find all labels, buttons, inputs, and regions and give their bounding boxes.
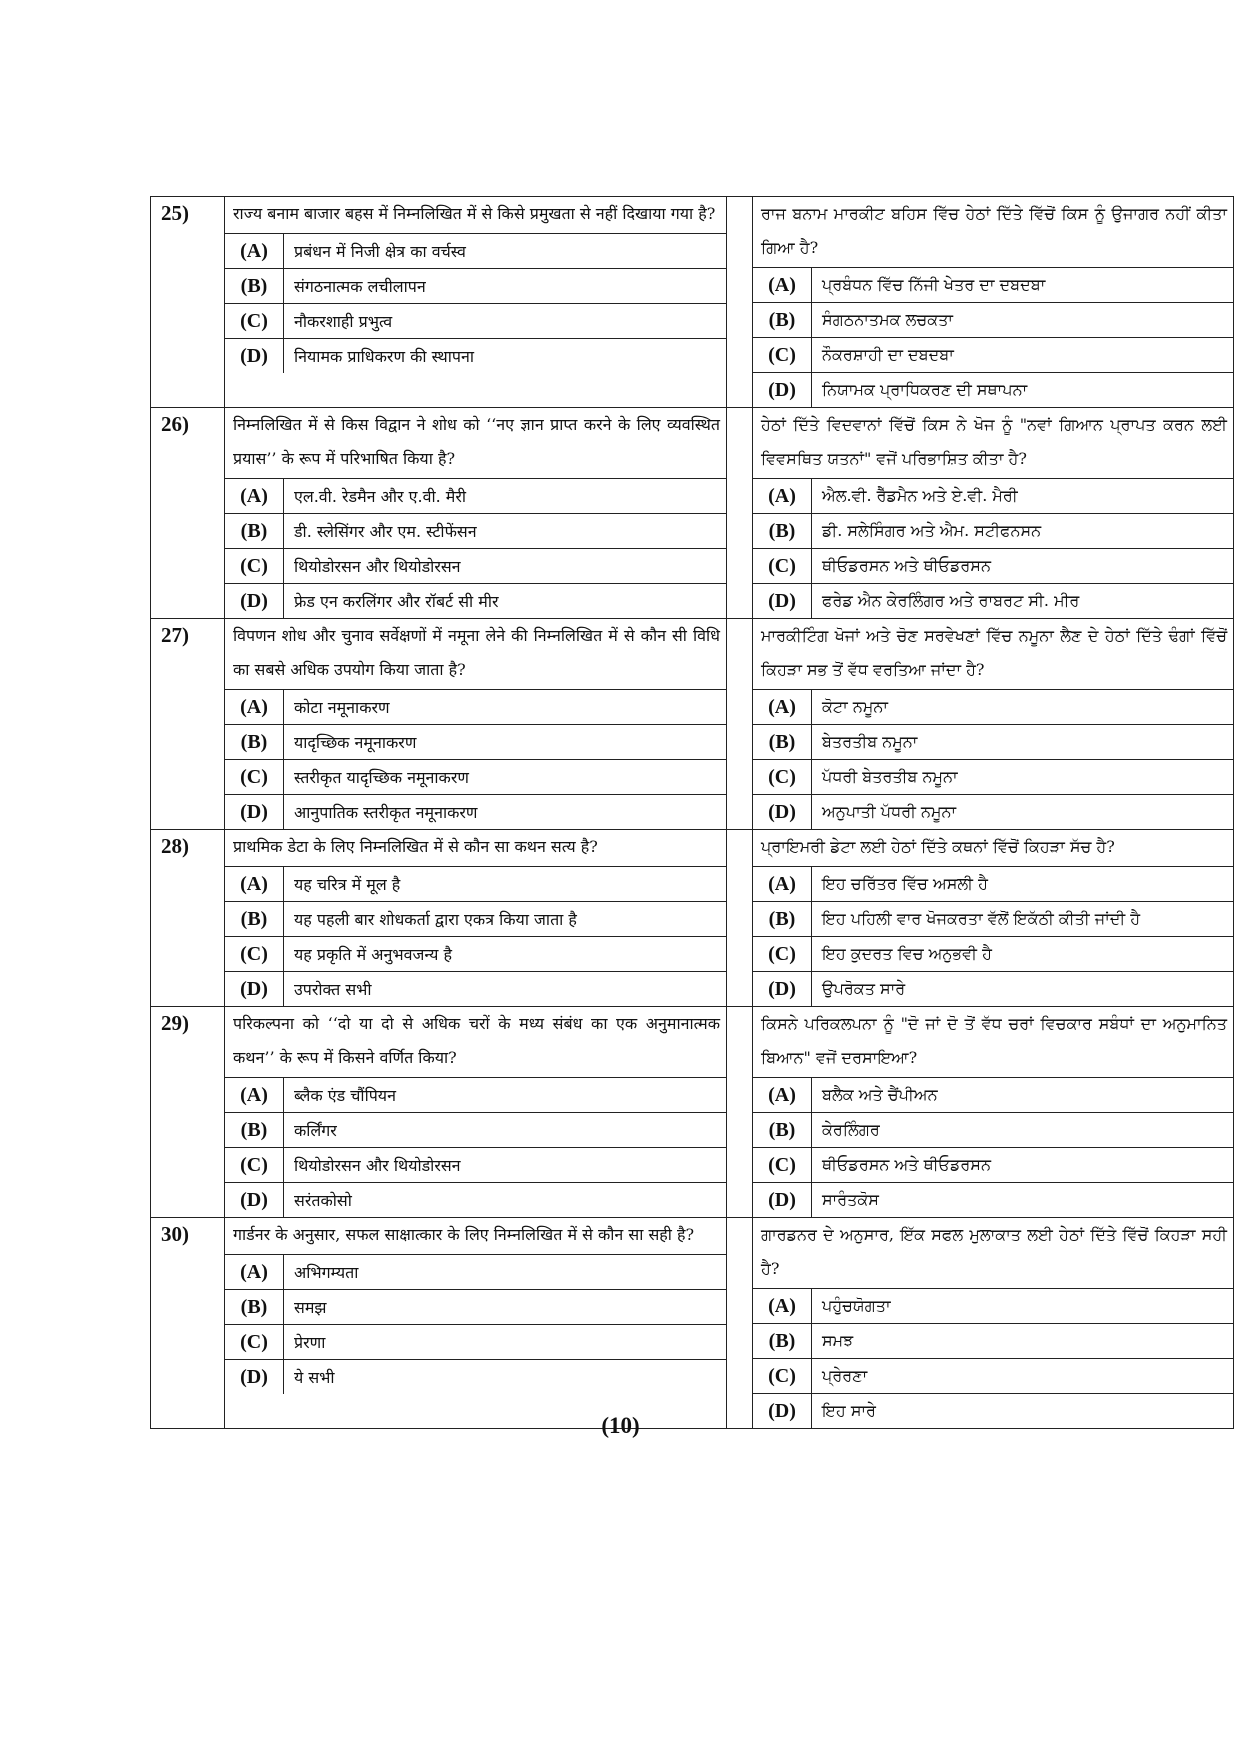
hindi-question-cell [225,1218,727,1429]
question-row [151,197,1234,408]
option-text: ਕੇਰਲਿੰਗਰ [812,1113,1234,1148]
option-label: (B) [753,1113,812,1148]
option-text: ਸੰਗਠਨਾਤਮਕ ਲਚਕਤਾ [812,303,1234,338]
option-row [753,1289,1233,1324]
option-row [753,373,1233,408]
option-label: (D) [753,373,812,408]
punjabi-options-table [753,866,1233,1006]
option-row [225,902,726,937]
option-text: ਥੀਓਡਰਸਨ ਅਤੇ ਥੀਓਡਰਸਨ [812,1148,1234,1183]
option-text: नियामक प्राधिकरण की स्थापना [284,339,727,374]
option-text: समझ [284,1290,727,1325]
option-text: ਉਪਰੋਕਤ ਸਾਰੇ [812,972,1234,1007]
option-label: (D) [225,1360,284,1395]
punjabi-question-cell [753,619,1234,830]
option-text: यह पहली बार शोधकर्ता द्वारा एकत्र किया जाता है [284,902,727,937]
option-row [225,479,726,514]
option-label: (D) [225,1183,284,1218]
option-label: (C) [753,1148,812,1183]
option-text: यह प्रकृति में अनुभवजन्य है [284,937,727,972]
option-label: (C) [753,338,812,373]
option-text: ਇਹ ਕੁਦਰਤ ਵਿਚ ਅਨੁਭਵੀ ਹੈ [812,937,1234,972]
option-row [225,584,726,619]
option-row [225,867,726,902]
punjabi-options-table [753,689,1233,829]
option-label: (B) [225,269,284,304]
option-text: ਪ੍ਰੇਰਣਾ [812,1359,1234,1394]
option-row [753,725,1233,760]
hindi-question-cell [225,408,727,619]
hindi-options-table [225,866,726,1006]
hindi-question-cell [225,1007,727,1218]
option-text: ਸਮਝ [812,1324,1234,1359]
option-row [225,339,726,374]
hindi-question-text: विपणन शोध और चुनाव सर्वेक्षणों में नमूना लेने की निम्नलिखित में से कौन सी विधि का सबसे अधिक उपयोग किया जाता है? [233,626,720,679]
option-row [753,1324,1233,1359]
page-number: (10) [601,1413,640,1438]
option-label: (C) [753,1359,812,1394]
hindi-question-text: परिकल्पना को ‘‘दो या दो से अधिक चरों के मध्य संबंध का एक अनुमानात्मक कथन’’ के रूप में किसने वर्णित किया? [233,1014,720,1067]
option-label: (C) [225,304,284,339]
option-row [225,1078,726,1113]
option-label: (D) [753,1183,812,1218]
option-label: (C) [225,1148,284,1183]
option-label: (A) [753,1078,812,1113]
option-text: प्रेरणा [284,1325,727,1360]
option-row [753,1078,1233,1113]
option-label: (B) [225,1113,284,1148]
option-row [753,972,1233,1007]
option-text: ਪਹੁੰਚਯੋਗਤਾ [812,1289,1234,1324]
option-label: (D) [225,584,284,619]
option-text: प्रबंधन में निजी क्षेत्र का वर्चस्व [284,234,727,269]
hindi-options-table [225,233,726,373]
option-label: (B) [753,1324,812,1359]
option-row [753,1148,1233,1183]
option-text: ਪ੍ਰਬੰਧਨ ਵਿੱਚ ਨਿੱਜੀ ਖੇਤਰ ਦਾ ਦਬਦਬਾ [812,268,1234,303]
column-gap [727,1007,753,1218]
question-table-body [151,197,1234,1429]
question-row [151,1007,1234,1218]
question-sheet [150,196,1233,1429]
option-row [225,514,726,549]
option-row [225,1290,726,1325]
question-number: 25) [151,197,225,408]
option-row [225,304,726,339]
option-text: ਐਲ.ਵੀ. ਰੈੱਡਮੈਨ ਅਤੇ ਏ.ਵੀ. ਮੈਰੀ [812,479,1234,514]
option-label: (A) [753,1289,812,1324]
option-row [225,760,726,795]
option-row [753,584,1233,619]
option-label: (B) [753,514,812,549]
option-label: (B) [225,902,284,937]
option-text: ਨਿਯਾਮਕ ਪ੍ਰਾਧਿਕਰਣ ਦੀ ਸਥਾਪਨਾ [812,373,1234,408]
option-label: (C) [225,549,284,584]
hindi-options-table [225,1077,726,1217]
option-label: (B) [753,725,812,760]
option-text: थियोडोरसन और थियोडोरसन [284,1148,727,1183]
option-row [225,795,726,830]
option-row [753,867,1233,902]
option-row [753,760,1233,795]
option-row [225,1183,726,1218]
punjabi-question-cell [753,830,1234,1007]
option-label: (B) [753,902,812,937]
hindi-question-text: प्राथमिक डेटा के लिए निम्नलिखित में से कौन सा कथन सत्य है? [233,837,598,856]
option-text: उपरोक्त सभी [284,972,727,1007]
option-text: ब्लैक एंड चौंपियन [284,1078,727,1113]
option-label: (A) [753,479,812,514]
option-label: (D) [225,795,284,830]
column-gap [727,197,753,408]
option-row [225,1325,726,1360]
hindi-options-table [225,689,726,829]
option-label: (C) [753,937,812,972]
option-text: ਇਹ ਸਾਰੇ [812,1394,1234,1429]
option-row [753,514,1233,549]
punjabi-options-table [753,267,1233,407]
option-text: कर्लिंगर [284,1113,727,1148]
question-number: 30) [151,1218,225,1429]
option-text: डी. स्लेसिंगर और एम. स्टीफेंसन [284,514,727,549]
question-number: 28) [151,830,225,1007]
option-label: (D) [753,1394,812,1429]
punjabi-question-text: ਪ੍ਰਾਇਮਰੀ ਡੇਟਾ ਲਈ ਹੇਠਾਂ ਦਿੱਤੇ ਕਥਨਾਂ ਵਿੱਚੋਂ ਕਿਹੜਾ ਸੱਚ ਹੈ? [761,837,1115,856]
option-label: (A) [753,268,812,303]
punjabi-question-text: ਰਾਜ ਬਨਾਮ ਮਾਰਕੀਟ ਬਹਿਸ ਵਿੱਚ ਹੇਠਾਂ ਦਿੱਤੇ ਵਿੱਚੋਂ ਕਿਸ ਨੂੰ ਉਜਾਗਰ ਨਹੀਂ ਕੀਤਾ ਗਿਆ ਹੈ? [761,204,1227,257]
question-row [151,1218,1234,1429]
option-label: (A) [225,690,284,725]
punjabi-question-text: ਹੇਠਾਂ ਦਿੱਤੇ ਵਿਦਵਾਨਾਂ ਵਿੱਚੋਂ ਕਿਸ ਨੇ ਖੋਜ ਨੂੰ "ਨਵਾਂ ਗਿਆਨ ਪ੍ਰਾਪਤ ਕਰਨ ਲਈ ਵਿਵਸਥਿਤ ਯਤਨਾਂ" ਵਜੋਂ ਪਰਿਭਾਸ਼ਿਤ ਕੀਤਾ ਹੈ? [761,415,1227,468]
option-row [753,338,1233,373]
option-row [225,937,726,972]
option-text: ਥੀਓਡਰਸਨ ਅਤੇ ਥੀਓਡਰਸਨ [812,549,1234,584]
option-label: (A) [225,1255,284,1290]
option-text: यादृच्छिक नमूनाकरण [284,725,727,760]
option-label: (C) [753,549,812,584]
option-label: (A) [753,690,812,725]
option-text: सरंतकोसो [284,1183,727,1218]
punjabi-question-cell [753,1007,1234,1218]
option-text: ये सभी [284,1360,727,1395]
option-label: (C) [225,1325,284,1360]
option-row [753,937,1233,972]
option-label: (B) [225,1290,284,1325]
option-label: (A) [225,867,284,902]
option-text: ਇਹ ਪਹਿਲੀ ਵਾਰ ਖੋਜਕਰਤਾ ਵੱਲੋਂ ਇਕੱਠੀ ਕੀਤੀ ਜਾਂਦੀ ਹੈ [812,902,1234,937]
option-text: संगठनात्मक लचीलापन [284,269,727,304]
option-text: ਸਾਰੰਤਕੋਸ [812,1183,1234,1218]
punjabi-question-cell [753,408,1234,619]
option-row [753,795,1233,830]
option-label: (D) [753,795,812,830]
hindi-question-cell [225,197,727,408]
option-text: ਪੱਧਰੀ ਬੇਤਰਤੀਬ ਨਮੂਨਾ [812,760,1234,795]
punjabi-question-cell [753,197,1234,408]
question-row [151,408,1234,619]
hindi-options-table [225,1254,726,1394]
column-gap [727,408,753,619]
hindi-question-cell [225,830,727,1007]
option-text: यह चरित्र में मूल है [284,867,727,902]
option-row [225,269,726,304]
column-gap [727,1218,753,1429]
punjabi-options-table [753,478,1233,618]
option-row [225,690,726,725]
option-text: ਬੇਤਰਤੀਬ ਨਮੂਨਾ [812,725,1234,760]
option-row [753,268,1233,303]
option-row [753,303,1233,338]
question-row [151,830,1234,1007]
option-text: ਬਲੈਕ ਅਤੇ ਚੈਂਪੀਅਨ [812,1078,1234,1113]
question-table [150,196,1234,1429]
option-label: (C) [225,760,284,795]
punjabi-question-text: ਗਾਰਡਨਰ ਦੇ ਅਨੁਸਾਰ, ਇੱਕ ਸਫਲ ਮੁਲਾਕਾਤ ਲਈ ਹੇਠਾਂ ਦਿੱਤੇ ਵਿੱਚੋਂ ਕਿਹੜਾ ਸਹੀ ਹੈ? [761,1225,1227,1278]
option-label: (D) [225,972,284,1007]
question-number: 27) [151,619,225,830]
option-text: फ्रेड एन करलिंगर और रॉबर्ट सी मीर [284,584,727,619]
option-text: ਨੌਕਰਸ਼ਾਹੀ ਦਾ ਦਬਦਬਾ [812,338,1234,373]
option-text: स्तरीकृत यादृच्छिक नमूनाकरण [284,760,727,795]
punjabi-options-table [753,1288,1233,1428]
option-row [753,902,1233,937]
hindi-question-text: गार्डनर के अनुसार, सफल साक्षात्कार के लिए निम्नलिखित में से कौन सा सही है? [233,1225,695,1244]
punjabi-question-cell [753,1218,1234,1429]
option-label: (A) [753,867,812,902]
option-row [753,1183,1233,1218]
hindi-options-table [225,478,726,618]
option-label: (A) [225,479,284,514]
option-row [753,479,1233,514]
option-row [753,1359,1233,1394]
hindi-question-text: राज्य बनाम बाजार बहस में निम्नलिखित में से किसे प्रमुखता से नहीं दिखाया गया है? [233,204,716,223]
option-row [753,549,1233,584]
question-row [151,619,1234,830]
option-text: आनुपातिक स्तरीकृत नमूनाकरण [284,795,727,830]
hindi-question-cell [225,619,727,830]
punjabi-question-text: ਕਿਸਨੇ ਪਰਿਕਲਪਨਾ ਨੂੰ "ਦੋ ਜਾਂ ਦੋ ਤੋਂ ਵੱਧ ਚਰਾਂ ਵਿਚਕਾਰ ਸਬੰਧਾਂ ਦਾ ਅਨੁਮਾਨਿਤ ਬਿਆਨ" ਵਜੋਂ ਦਰਸਾਇਆ? [761,1014,1227,1067]
option-text: एल.वी. रेडमैन और ए.वी. मैरी [284,479,727,514]
option-text: थियोडोरसन और थियोडोरसन [284,549,727,584]
option-row [225,234,726,269]
option-row [225,1255,726,1290]
option-text: ਫਰੇਡ ਐਨ ਕੇਰਲਿੰਗਰ ਅਤੇ ਰਾਬਰਟ ਸੀ. ਮੀਰ [812,584,1234,619]
option-label: (C) [225,937,284,972]
option-row [225,549,726,584]
option-label: (D) [225,339,284,374]
option-label: (C) [753,760,812,795]
option-label: (B) [225,725,284,760]
option-row [225,725,726,760]
option-text: ਇਹ ਚਰਿੱਤਰ ਵਿੱਚ ਅਸਲੀ ਹੈ [812,867,1234,902]
option-row [753,690,1233,725]
option-text: कोटा नमूनाकरण [284,690,727,725]
punjabi-question-text: ਮਾਰਕੀਟਿੰਗ ਖੋਜਾਂ ਅਤੇ ਚੋਣ ਸਰਵੇਖਣਾਂ ਵਿੱਚ ਨਮੂਨਾ ਲੈਣ ਦੇ ਹੇਠਾਂ ਦਿੱਤੇ ਢੰਗਾਂ ਵਿੱਚੋਂ ਕਿਹੜਾ ਸਭ ਤੋਂ ਵੱਧ ਵਰਤਿਆ ਜਾਂਦਾ ਹੈ? [761,626,1227,679]
hindi-question-text: निम्नलिखित में से किस विद्वान ने शोध को ‘‘नए ज्ञान प्राप्त करने के लिए व्यवस्थित प्रयास’’ के रूप में परिभाषित किया है? [233,415,720,468]
option-label: (D) [753,584,812,619]
option-label: (A) [225,1078,284,1113]
option-text: ਅਨੁਪਾਤੀ ਪੱਧਰੀ ਨਮੂਨਾ [812,795,1234,830]
option-text: नौकरशाही प्रभुत्व [284,304,727,339]
option-row [225,1148,726,1183]
option-label: (D) [753,972,812,1007]
question-number: 29) [151,1007,225,1218]
option-text: अभिगम्यता [284,1255,727,1290]
column-gap [727,830,753,1007]
option-label: (B) [225,514,284,549]
option-row [225,1113,726,1148]
question-number: 26) [151,408,225,619]
option-row [225,972,726,1007]
option-row [753,1113,1233,1148]
punjabi-options-table [753,1077,1233,1217]
option-row [225,1360,726,1395]
column-gap [727,619,753,830]
option-text: ਡੀ. ਸਲੇਸਿੰਗਰ ਅਤੇ ਐਮ. ਸਟੀਫਨਸਨ [812,514,1234,549]
option-text: ਕੋਟਾ ਨਮੂਨਾ [812,690,1234,725]
option-label: (A) [225,234,284,269]
option-label: (B) [753,303,812,338]
